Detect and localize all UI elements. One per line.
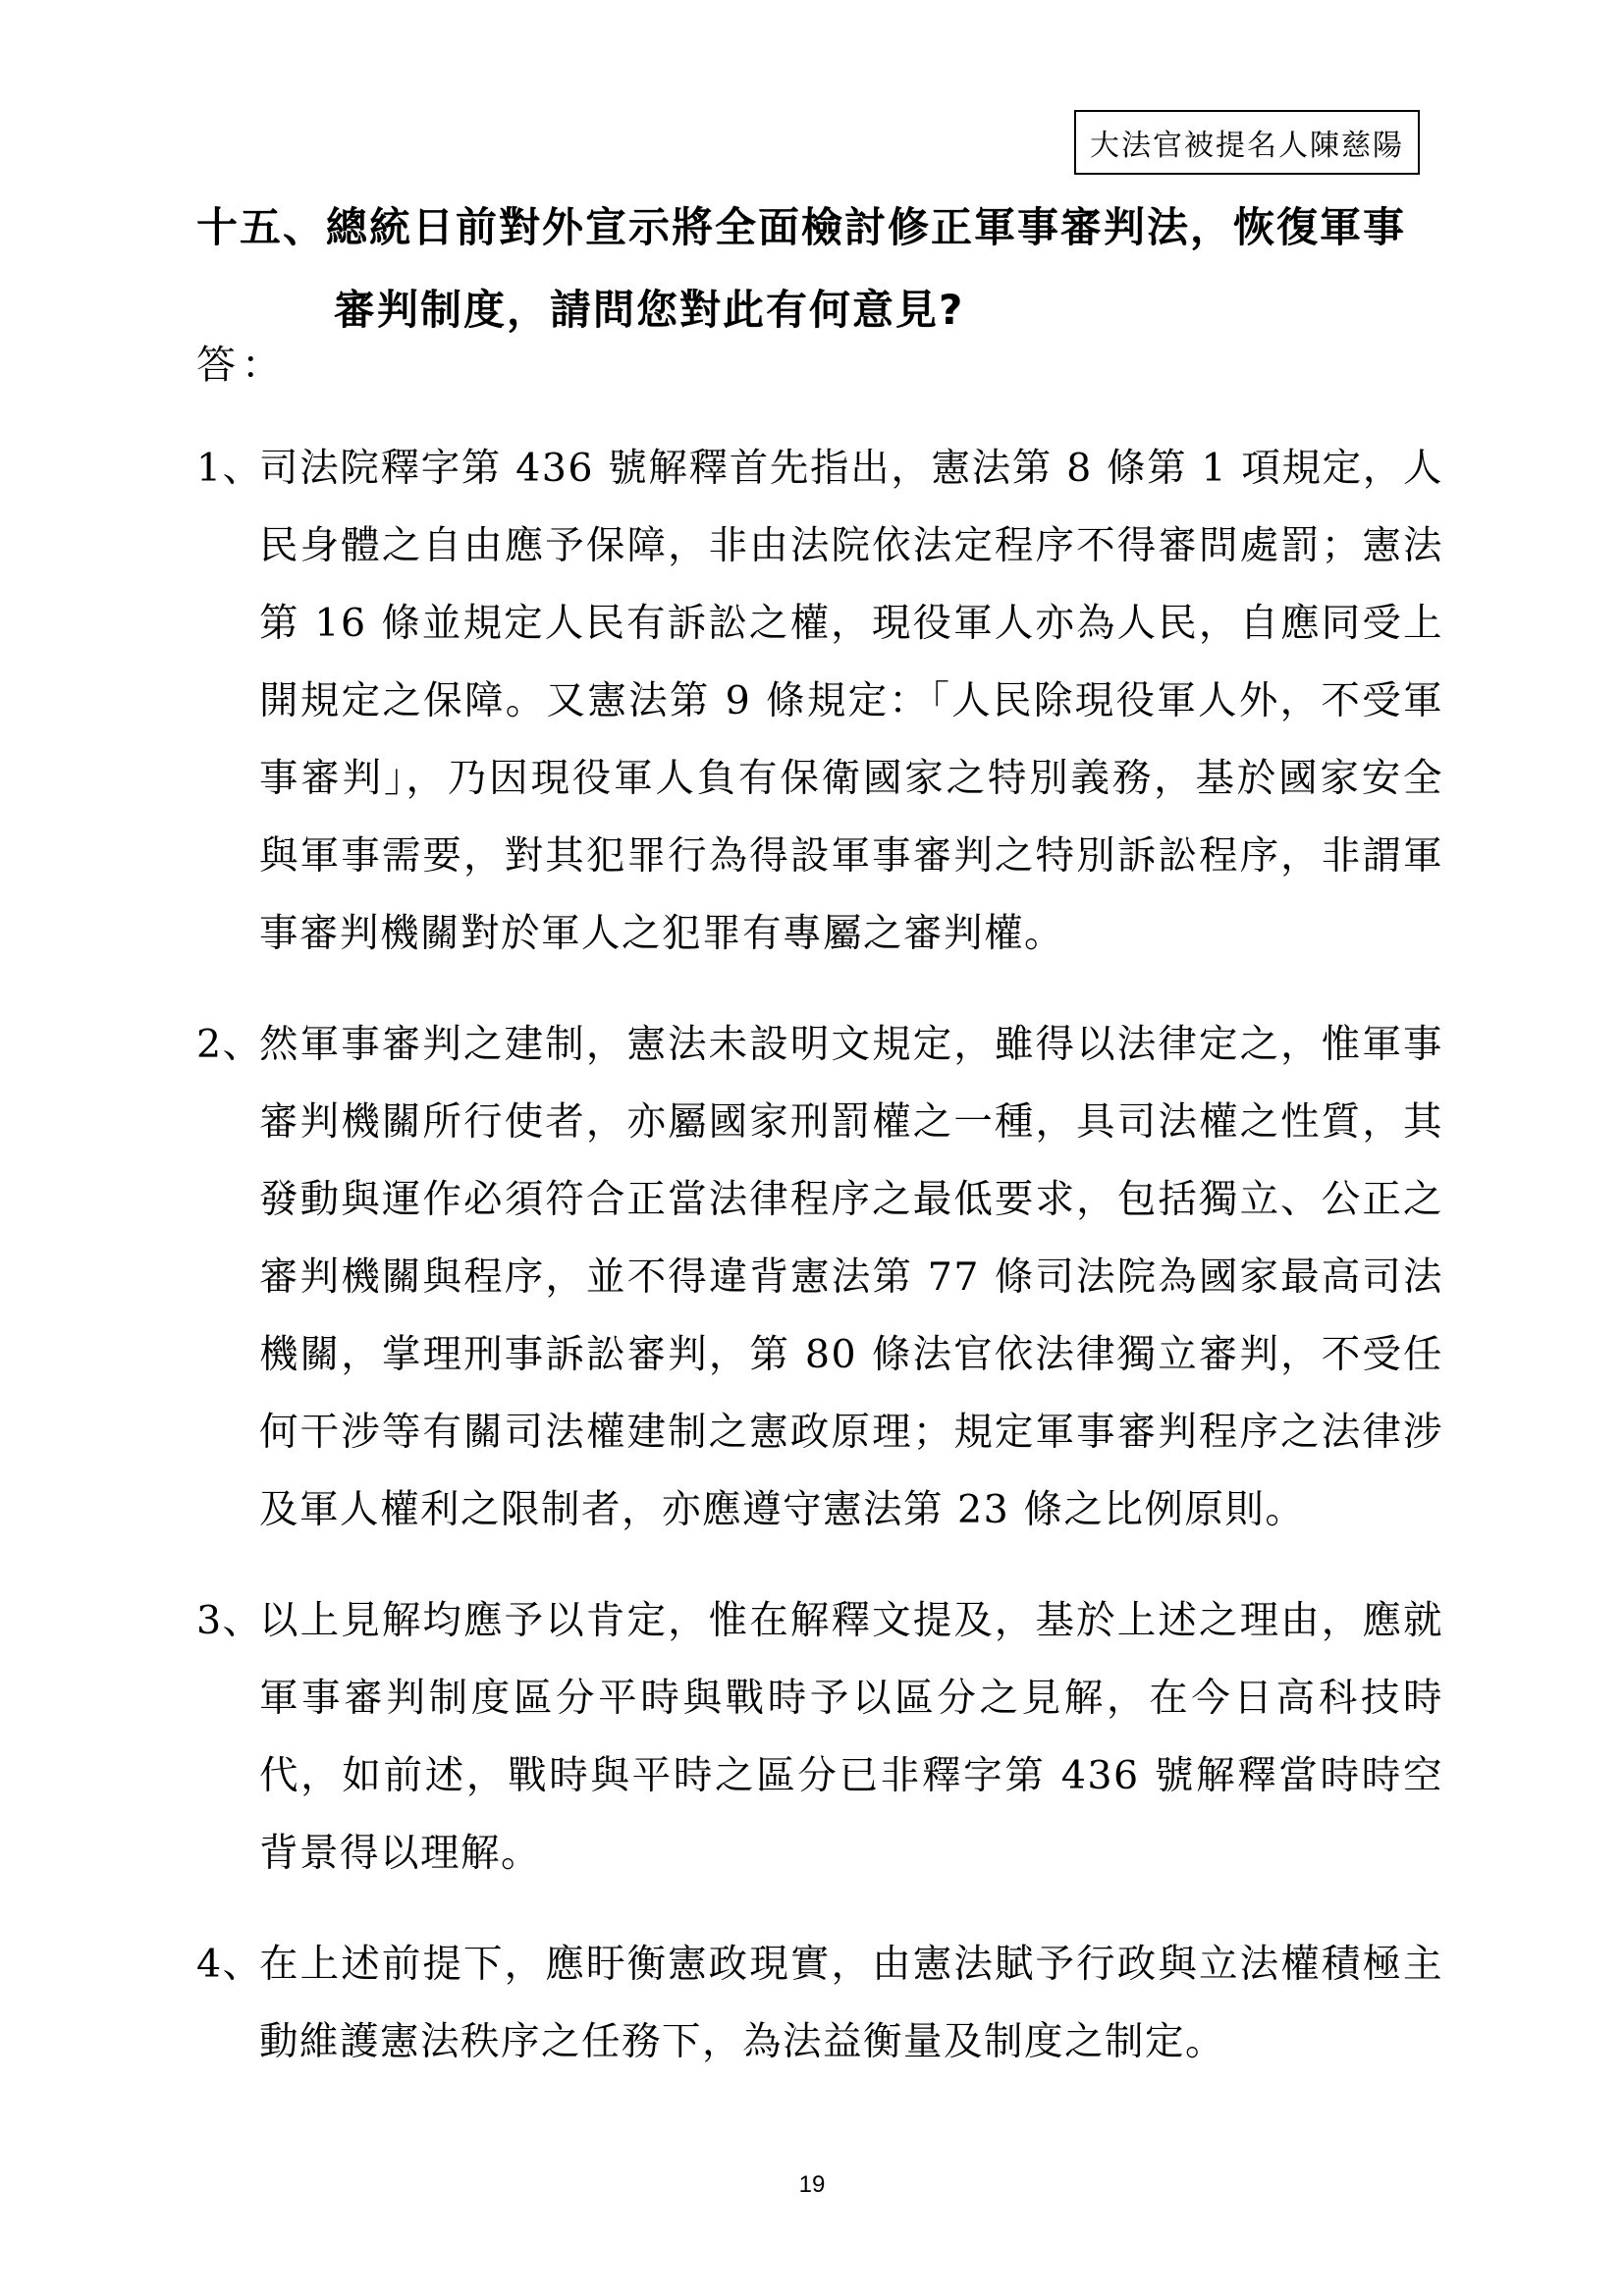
nominee-label: 大法官被提名人陳慈陽	[1090, 129, 1404, 163]
item-text: 在上述前提下，應盱衡憲政現實，由憲法賦予行政與立法權積極主動維護憲法秩序之任務下，為法益衡量及制度之制定。	[259, 1942, 1443, 2064]
answer-item-4	[196, 1926, 1443, 2081]
answer-label: 答：	[196, 343, 287, 388]
page-number: 19	[798, 2171, 826, 2198]
item-text: 然軍事審判之建制，憲法未設明文規定，雖得以法律定之，惟軍事審判機關所行使者，亦屬國家刑罰權之一種，具司法權之性質，其發動與運作必須符合正當法律程序之最低要求，包括獨立、公正之審判機關與程序，並不得違背憲法第 77 條司法院為國家最高司法機關，掌理刑事訴訟審判，第 80 條法官依法律獨立審判，不受任何干涉等有關司法權建制之憲政原理；規定軍事審判程序之法律涉及軍人權利之限制者，亦應遵守憲法第 23 條之比例原則。	[259, 1022, 1443, 1532]
answer-item-1	[196, 430, 1443, 973]
answer-item-3	[196, 1582, 1443, 1893]
item-number: 2、	[196, 1022, 263, 1067]
question-line-2: 審判制度，請問您對此有何意見?	[334, 286, 965, 334]
question-heading	[196, 187, 1443, 351]
question-line-1: 十五、總統日前對外宣示將全面檢討修正軍事審判法，恢復軍事	[196, 203, 1407, 251]
answer-item-2	[196, 1006, 1443, 1549]
item-text: 以上見解均應予以肯定，惟在解釋文提及，基於上述之理由，應就軍事審判制度區分平時與戰時予以區分之見解，在今日高科技時代，如前述，戰時與平時之區分已非釋字第 436 號解釋當時時空背景得以理解。	[259, 1598, 1443, 1876]
item-text: 司法院釋字第 436 號解釋首先指出，憲法第 8 條第 1 項規定，人民身體之自由應予保障，非由法院依法定程序不得審問處罰；憲法第 16 條並規定人民有訴訟之權，現役軍人亦為人民，自應同受上開規定之保障。又憲法第 9 條規定：「人民除現役軍人外，不受軍事審判」，乃因現役軍人負有保衛國家之特別義務，基於國家安全與軍事需要，對其犯罪行為得設軍事審判之特別訴訟程序，非謂軍事審判機關對於軍人之犯罪有專屬之審判權。	[259, 446, 1443, 956]
item-number: 4、	[196, 1942, 263, 1987]
nominee-header-box	[1074, 110, 1420, 175]
answer-list	[196, 430, 1443, 2114]
item-number: 1、	[196, 446, 263, 491]
item-number: 3、	[196, 1598, 263, 1643]
